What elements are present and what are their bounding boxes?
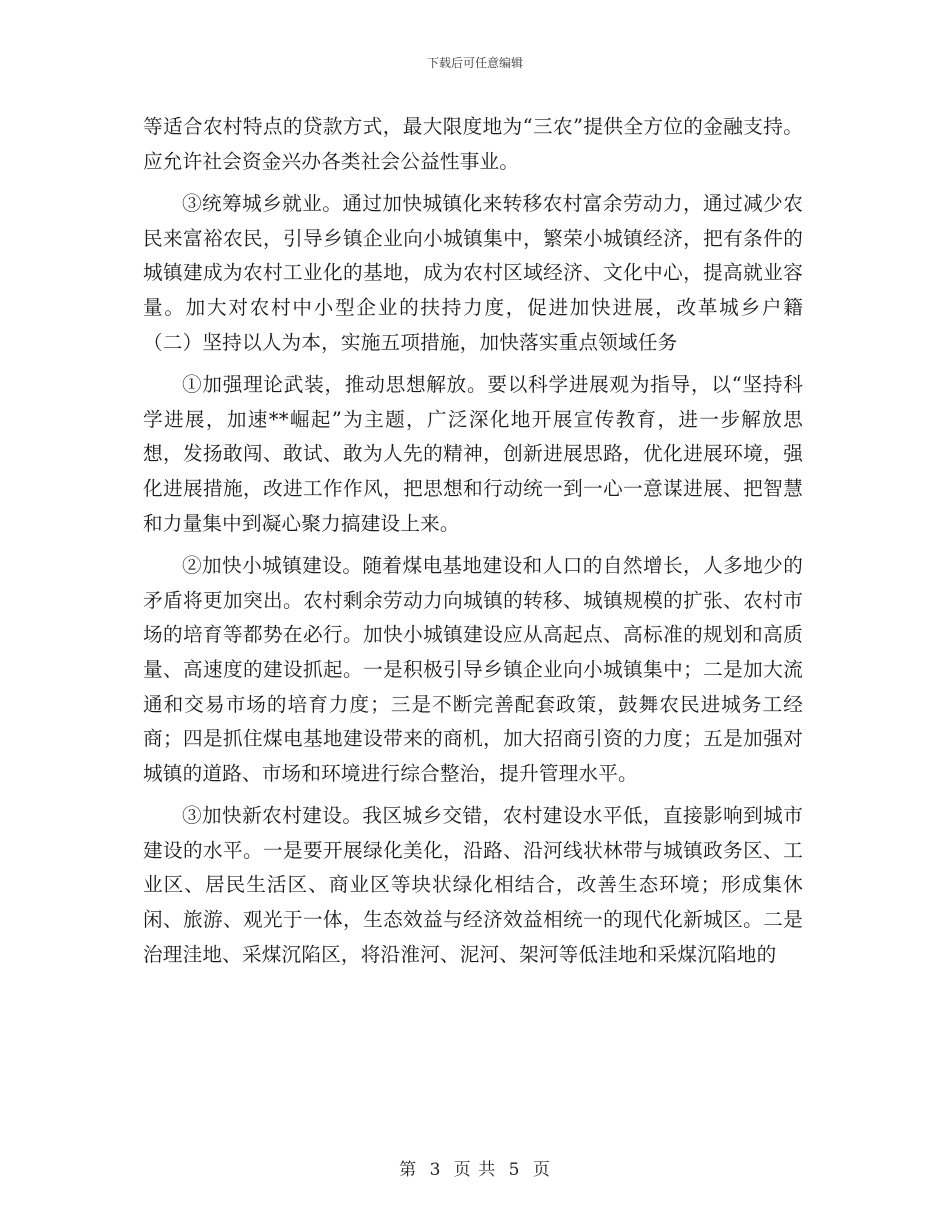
page-footer xyxy=(0,1155,950,1180)
footer-prefix: 第 xyxy=(399,1160,418,1180)
footer-current-page: 3 xyxy=(429,1160,442,1180)
paragraph-small-town-construction: ②加快小城镇建设。随着煤电基地建设和人口的自然增长，人多地少的矛盾将更加突出。农村剩余劳动力向城镇的转移、城镇规模的扩张、农村市场的培育等都势在必行。加快小城镇建设应从高起点、高标准的规划和高质量、高速度的建设抓起。一是积极引导乡镇企业向小城镇集中；二是加大流通和交易市场的培育力度；三是不断完善配套政策，鼓舞农民进城务工经商；四是抓住煤电基地建设带来的商机，加大招商引资的力度；五是加强对城镇的道路、市场和环境进行综合整治，提升管理水平。 xyxy=(143,554,803,785)
paragraph-new-countryside: ③加快新农村建设。我区城乡交错，农村建设水平低，直接影响到城市建设的水平。一是要开展绿化美化，沿路、沿河线状林带与城镇政务区、工业区、居民生活区、商业区等块状绿化相结合，改善生态环境；形成集休闲、旅游、观光于一体，生态效益与经济效益相统一的现代化新城区。二是治理洼地、采煤沉陷区，将沿淮河、泥河、架河等低洼地和采煤沉陷地的 xyxy=(143,804,803,966)
paragraph-urban-rural-employment: ③统筹城乡就业。通过加快城镇化来转移农村富余劳动力，通过减少农民来富裕农民，引导乡镇企业向小城镇集中，繁荣小城镇经济，把有条件的城镇建成为农村工业化的基地，成为农村区域经济、文化中心，提高就业容量。加大对农村中小型企业的扶持力度，促进加快进展，改革城乡户籍 （二）坚持以人为本，实施五项措施，加快落实重点领域任务 xyxy=(143,192,803,354)
document-body xyxy=(143,110,803,972)
page-header: 下载后可任意编辑 xyxy=(426,56,523,70)
paragraph-theory-arming: ①加强理论武装，推动思想解放。要以科学进展观为指导，以“坚持科学进展，加速**崛起”为主题，广泛深化地开展宣传教育，进一步解放思想，发扬敢闯、敢试、敢为人先的精神，创新进展思路，优化进展环境，强化进展措施，改进工作作风，把思想和行动统一到一心一意谋进展、把智慧和力量集中到凝心聚力搞建设上来。 xyxy=(143,373,803,535)
footer-total-pages: 5 xyxy=(508,1160,521,1180)
footer-middle: 页 共 xyxy=(453,1160,497,1180)
paragraph-continuation: 等适合农村特点的贷款方式，最大限度地为“三农”提供全方位的金融支持。应允许社会资金兴办各类社会公益性事业。 xyxy=(143,115,803,173)
footer-suffix: 页 xyxy=(532,1160,551,1180)
